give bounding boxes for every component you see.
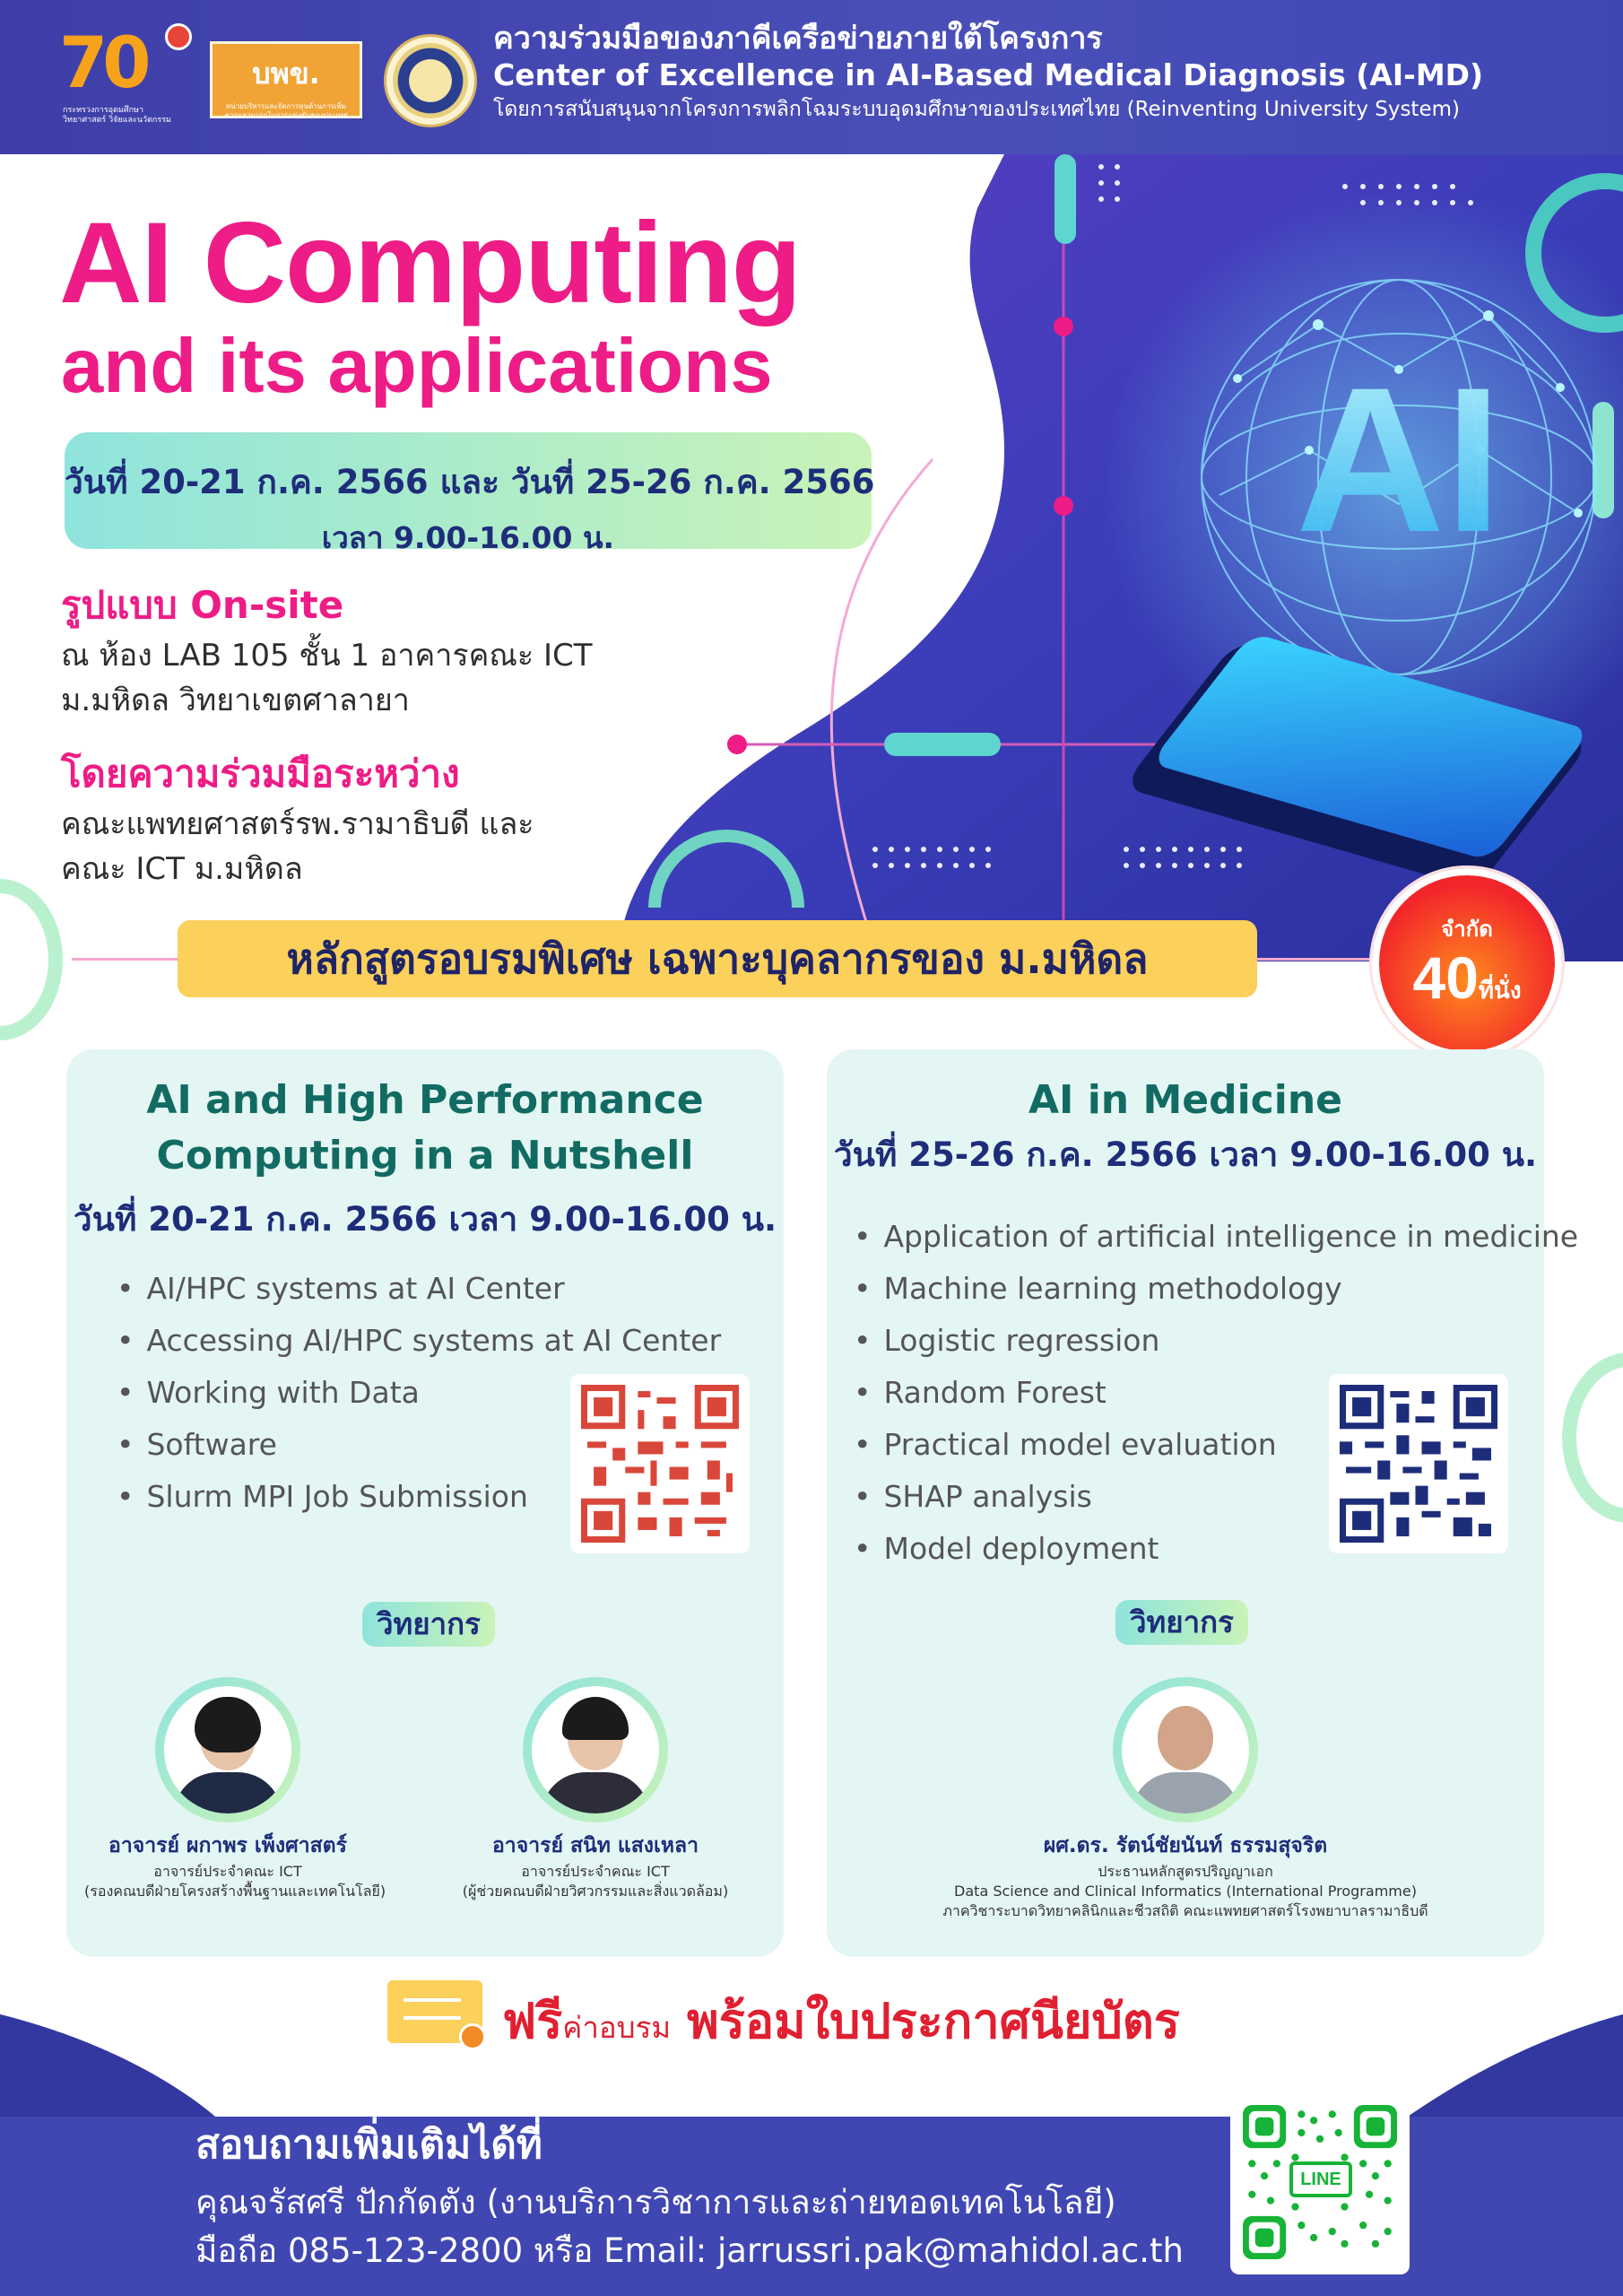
date-line-2: เวลา 9.00-16.00 น. bbox=[321, 520, 615, 555]
line-qr-code[interactable] bbox=[1230, 2090, 1410, 2274]
bpk-logo bbox=[210, 41, 362, 118]
collab-heading: โดยความร่วมมือระหว่าง bbox=[61, 752, 460, 796]
speaker-name: อาจารย์ ผกาพร เพ็งศาสตร์ bbox=[108, 1834, 347, 1857]
avatar bbox=[155, 1677, 300, 1822]
header-line-2: Center of Excellence in AI-Based Medical Diagnosis (AI-MD) bbox=[493, 57, 1484, 92]
speaker-name: อาจารย์ สนิท แสงเหลา bbox=[491, 1834, 699, 1857]
avatar bbox=[1113, 1677, 1258, 1822]
mahidol-university-seal bbox=[384, 34, 477, 127]
logo-70-number: 70 bbox=[59, 23, 146, 104]
course-title-line-2: Computing in a Nutshell bbox=[156, 1133, 694, 1178]
speaker-role: อาจารย์ประจำคณะ ICT bbox=[521, 1863, 670, 1880]
course-card-medicine bbox=[827, 1049, 1579, 1957]
seat-limit-label: จำกัด bbox=[1441, 917, 1493, 942]
speakers-label: วิทยากร bbox=[362, 1602, 495, 1647]
list-item: • Random Forest bbox=[854, 1367, 1578, 1419]
bpk-logo-caption: หน่วยบริหารและจัดการทุนด้านการเพิ่มความสามารถในการแข่งขันของประเทศ bbox=[224, 102, 348, 119]
list-item: • Machine learning methodology bbox=[854, 1263, 1578, 1315]
registration-qr-code[interactable] bbox=[1329, 1374, 1508, 1553]
seat-limit-number: 40 bbox=[1412, 944, 1479, 1011]
speaker-role: ประธานหลักสูตรปริญญาเอก bbox=[1098, 1863, 1273, 1880]
contact-phone-email[interactable]: มือถือ 085-123-2800 หรือ Email: jarrussri.pak@mahidol.ac.th bbox=[195, 2231, 1184, 2270]
seat-limit-badge bbox=[1372, 868, 1562, 1058]
speaker-card bbox=[443, 1677, 748, 1901]
list-item: • Accessing AI/HPC systems at AI Center bbox=[117, 1315, 721, 1367]
speaker-role-detail: (รองคณบดีฝ่ายโครงสร้างพื้นฐานและเทคโนโลยี) bbox=[84, 1883, 386, 1900]
bpk-logo-title: บพข. bbox=[252, 57, 320, 91]
list-item: • SHAP analysis bbox=[854, 1471, 1578, 1523]
free-certificate-text bbox=[502, 1982, 1180, 2059]
header-text bbox=[493, 20, 1605, 126]
header-bar bbox=[0, 0, 1623, 154]
title-sub: and its applications bbox=[61, 324, 773, 409]
line-app-badge: LINE bbox=[1289, 2161, 1352, 2197]
speaker-role: อาจารย์ประจำคณะ ICT bbox=[153, 1863, 302, 1880]
contact-person: คุณจรัสศรี ปักกัดตัง (งานบริการวิชาการและถ่ายทอดเทคโนโลยี) bbox=[195, 2183, 1116, 2222]
format-heading: รูปแบบ On-site bbox=[61, 583, 344, 627]
qr-pattern bbox=[1340, 1385, 1497, 1543]
list-item: • Software bbox=[117, 1419, 721, 1471]
qr-pattern bbox=[581, 1385, 739, 1543]
free-word: ฟรี bbox=[502, 1993, 563, 2049]
title-main: AI Computing bbox=[59, 199, 801, 327]
course-card-hpc bbox=[66, 1049, 784, 1957]
fee-word: ค่าอบรม bbox=[562, 2010, 672, 2045]
seat-limit-unit: ที่นั่ง bbox=[1478, 977, 1522, 1004]
list-item: • Working with Data bbox=[117, 1367, 721, 1419]
course-title: AI in Medicine bbox=[1028, 1077, 1342, 1123]
contact-heading: สอบถามเพิ่มเติมได้ที่ bbox=[195, 2122, 542, 2168]
list-item: • Application of artificial intelligence in medicine bbox=[854, 1211, 1578, 1263]
logo-70-caption: กระทรวงการอุดมศึกษา วิทยาศาสตร์ วิจัยและนวัตกรรม bbox=[63, 106, 171, 125]
ai-hologram-text: AI bbox=[1296, 344, 1502, 575]
header-line-3: โดยการสนับสนุนจากโครงการพลิกโฉมระบบอุดมศึกษาของประเทศไทย (Reinventing University System) bbox=[493, 98, 1460, 121]
venue-line-1: ณ ห้อง LAB 105 ชั้น 1 อาคารคณะ ICT bbox=[61, 638, 593, 674]
course-date: วันที่ 25-26 ก.ค. 2566 เวลา 9.00-16.00 น. bbox=[833, 1135, 1538, 1174]
list-item: • Slurm MPI Job Submission bbox=[117, 1471, 721, 1523]
speaker-role-detail: (ผู้ช่วยคณบดีฝ่ายวิศวกรรมและสิ่งแวดล้อม) bbox=[462, 1883, 729, 1900]
course-title-line-1: AI and High Performance bbox=[146, 1077, 704, 1123]
registration-qr-code[interactable] bbox=[570, 1374, 750, 1553]
speaker-department: ภาควิชาระบาดวิทยาคลินิกและชีวสถิติ คณะแพทยศาสตร์โรงพยาบาลรามาธิบดี bbox=[942, 1902, 1428, 1919]
seat-limit-value bbox=[1379, 944, 1555, 1020]
speaker-card bbox=[84, 1677, 386, 1901]
list-item: • Practical model evaluation bbox=[854, 1419, 1578, 1471]
speakers-label: วิทยากร bbox=[1115, 1600, 1248, 1645]
collab-line-2: คณะ ICT ม.มหิดล bbox=[61, 851, 303, 887]
certificate-word: พร้อมใบประกาศนียบัตร bbox=[687, 1993, 1180, 2049]
collab-line-1: คณะแพทยศาสตร์รพ.รามาธิบดี และ bbox=[61, 806, 534, 842]
list-item: • Model deployment bbox=[854, 1523, 1578, 1575]
certificate-icon bbox=[387, 1980, 482, 2043]
date-line-1: วันที่ 20-21 ก.ค. 2566 และ วันที่ 25-26 ก.ค. 2566 bbox=[65, 463, 875, 501]
mhesi-70-logo bbox=[59, 23, 192, 133]
speaker-programme: Data Science and Clinical Informatics (International Programme) bbox=[954, 1883, 1417, 1900]
header-line-1: ความร่วมมือของภาคีเครือข่ายภายใต้โครงการ bbox=[493, 21, 1103, 57]
course-date: วันที่ 20-21 ก.ค. 2566 เวลา 9.00-16.00 น. bbox=[73, 1200, 777, 1239]
date-pill bbox=[65, 432, 875, 555]
medal-icon bbox=[459, 2023, 486, 2050]
special-course-banner: หลักสูตรอบรมพิเศษ เฉพาะบุคลากรของ ม.มหิดล bbox=[178, 920, 1257, 997]
speaker-card bbox=[827, 1677, 1544, 1921]
speaker-name: ผศ.ดร. รัตน์ชัยนันท์ ธรรมสุจริต bbox=[1043, 1834, 1328, 1857]
seal-icon bbox=[165, 23, 192, 50]
venue-line-2: ม.มหิดล วิทยาเขตศาลายา bbox=[61, 683, 410, 718]
avatar bbox=[523, 1677, 668, 1822]
list-item: • Logistic regression bbox=[854, 1315, 1578, 1367]
list-item: • AI/HPC systems at AI Center bbox=[117, 1263, 721, 1315]
